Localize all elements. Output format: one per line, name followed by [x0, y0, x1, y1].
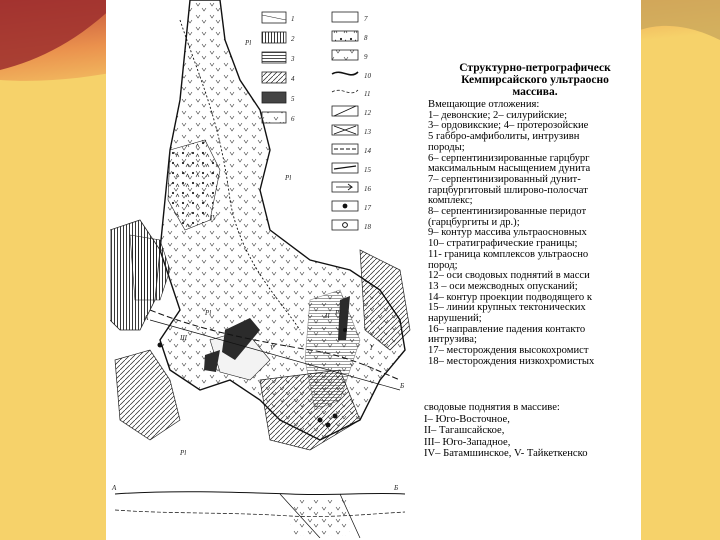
- caption-line: Вмещающие отложения:: [428, 100, 540, 110]
- map-label-pl: Pl: [335, 309, 342, 317]
- legend-number: 11: [364, 90, 371, 98]
- legend-number: 14: [364, 147, 371, 155]
- caption-line: пород;: [428, 259, 458, 271]
- legend-number: 12: [364, 109, 371, 117]
- uplift-line: сводовые поднятия в массиве:: [424, 402, 560, 413]
- legend-number: 6: [291, 115, 295, 123]
- legend-number: 17: [364, 204, 371, 212]
- caption-line: 12– оси сводовых поднятий в масси: [428, 270, 590, 282]
- caption-line: породы;: [428, 141, 465, 153]
- legend-number: 9: [364, 53, 368, 61]
- caption-title-line: Кемпирсайского ультраосно: [461, 74, 609, 86]
- caption-title-line: Структурно-петрографическ: [459, 62, 611, 74]
- map-label-uplift-v: V: [270, 344, 275, 352]
- caption-line: (гарцбургиты и др.);: [428, 216, 520, 228]
- map-label-uplift-iv: IV: [210, 214, 217, 222]
- uplift-line: II– Тагашсайское,: [424, 425, 505, 436]
- caption-line: гарцбургитовый шлирово-полосчат: [428, 184, 588, 196]
- caption-line: 18– месторождения низкохромистых: [428, 355, 595, 367]
- map-legend: [258, 6, 403, 268]
- legend-number: 2: [291, 35, 295, 43]
- caption-line: 5 габбро-амфиболиты, интрузивн: [428, 131, 580, 143]
- legend-number: 13: [364, 128, 371, 136]
- legend-number: 8: [364, 34, 368, 42]
- caption-line: 1– девонские; 2– силурийские;: [428, 109, 568, 121]
- legend-number: 15: [364, 166, 371, 174]
- caption-line: 13 – оси межсводных опусканий;: [428, 280, 578, 292]
- caption-line: 16– направление падения контакто: [428, 323, 586, 335]
- caption-line: 10– стратиграфические границы;: [428, 238, 578, 250]
- map-label-pl: Pl: [180, 449, 187, 457]
- caption-line: комплекс;: [428, 195, 473, 207]
- caption-line: 3– ордовикские; 4– протерозойские: [428, 120, 589, 132]
- map-label-section-a: A: [144, 314, 149, 322]
- map-label-uplift-iii: III: [180, 334, 187, 342]
- legend-number: 3: [291, 55, 295, 63]
- caption-line: 15– линии крупных тектонических: [428, 302, 586, 314]
- legend-number: 10: [364, 72, 371, 80]
- uplift-line: III– Юго-Западное,: [424, 436, 511, 448]
- caption-line: 17– месторождения высокохромист: [428, 345, 589, 357]
- caption-line: 11- граница комплексов ультраосно: [428, 248, 589, 260]
- profile-label-b: Б: [394, 484, 399, 492]
- figure-caption-uplifts: [424, 402, 640, 460]
- legend-column-right: [332, 12, 372, 231]
- legend-number: 1: [291, 15, 295, 23]
- legend-number: 16: [364, 185, 371, 193]
- caption-line: 6– серпентинизированные гарцбург: [428, 152, 590, 164]
- caption-line: 14– контур проекции подводящего к: [428, 291, 593, 303]
- caption-line: нарушений;: [428, 313, 482, 325]
- map-label-pl: Pl: [245, 39, 252, 47]
- legend-number: 7: [364, 15, 368, 23]
- cross-section-profile: [110, 480, 410, 538]
- profile-label-a: A: [112, 484, 117, 492]
- figure-caption-legend-text: [428, 100, 640, 368]
- caption-line: 9– контур массива ультраосновных: [428, 227, 587, 239]
- legend-number: 5: [291, 95, 295, 103]
- uplift-line: I– Юго-Восточное,: [424, 413, 510, 425]
- caption-line: 7– серпентинизированный дунит-: [428, 173, 581, 185]
- legend-number: 4: [291, 75, 295, 83]
- legend-number: 18: [364, 223, 371, 231]
- caption-title-line: массива.: [512, 86, 558, 98]
- map-label-section-b: Б: [400, 382, 405, 390]
- caption-line: 8– серпентинизированные перидот: [428, 206, 587, 218]
- figure-caption-title: [430, 62, 640, 98]
- uplift-line: IV– Батамшинское, V- Тайкеткенско: [424, 448, 588, 459]
- legend-column-left: [262, 12, 295, 123]
- map-label-uplift-ii: II: [325, 312, 330, 320]
- map-label-pl: Pl: [285, 174, 292, 182]
- caption-line: максимальным насыщением дунита: [428, 163, 591, 175]
- caption-line: интрузива;: [428, 334, 477, 346]
- map-label-pl: Pl: [205, 309, 212, 317]
- map-label-uplift-i: I: [370, 344, 373, 352]
